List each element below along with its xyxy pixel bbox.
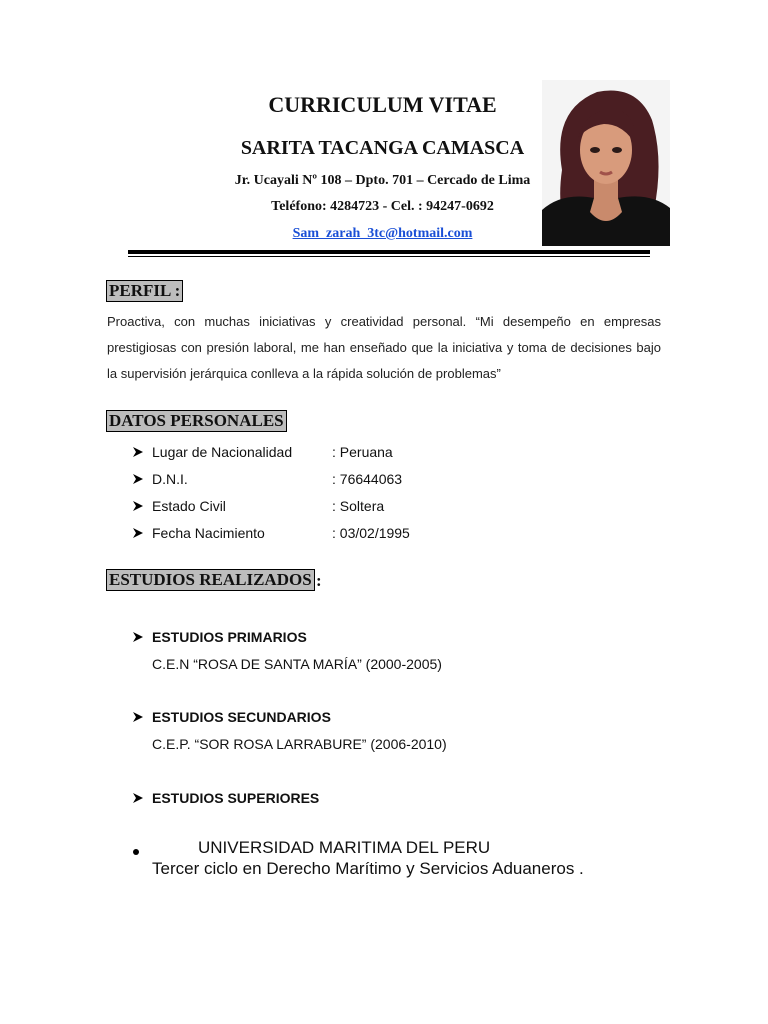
personal-value: : 03/02/1995: [332, 525, 410, 541]
university-name: UNIVERSIDAD MARITIMA DEL PERU: [198, 838, 491, 857]
personal-heading: DATOS PERSONALES: [106, 410, 287, 432]
primary-studies-detail: C.E.N “ROSA DE SANTA MARÍA” (2000-2005): [152, 656, 442, 672]
secondary-studies-detail: C.E.P. “SOR ROSA LARRABURE” (2006-2010): [152, 736, 447, 752]
arrow-bullet-icon: [132, 527, 144, 539]
arrow-bullet-icon: [132, 446, 144, 458]
arrow-bullet-icon: [132, 792, 144, 804]
address: Jr. Ucayali Nº 108 – Dpto. 701 – Cercado de Lima: [234, 173, 531, 188]
personal-label: Fecha Nacimiento: [152, 525, 265, 541]
arrow-bullet-icon: [132, 631, 144, 643]
personal-label: D.N.I.: [152, 471, 188, 487]
candidate-name: SARITA TACANGA CAMASCA: [240, 137, 525, 159]
personal-value: : 76644063: [332, 471, 403, 487]
header-divider-thin: [128, 256, 650, 257]
personal-label: Estado Civil: [152, 498, 226, 514]
profile-photo: [542, 80, 670, 246]
email-link[interactable]: Sam_zarah_3tc@hotmail.com: [292, 226, 473, 241]
document-title: CURRICULUM VITAE: [268, 92, 497, 117]
personal-value: : Peruana: [332, 444, 393, 460]
university-detail: Tercer ciclo en Derecho Marítimo y Servicios Aduaneros .: [152, 859, 584, 878]
superior-studies-label: ESTUDIOS SUPERIORES: [152, 790, 320, 806]
profile-heading: PERFIL :: [106, 280, 183, 302]
phone: Teléfono: 4284723 - Cel. : 94247-0692: [271, 199, 494, 214]
round-bullet-icon: [133, 849, 139, 855]
secondary-studies-label: ESTUDIOS SECUNDARIOS: [152, 709, 331, 725]
personal-value: : Soltera: [332, 498, 385, 514]
arrow-bullet-icon: [132, 711, 144, 723]
arrow-bullet-icon: [132, 500, 144, 512]
email-line: [200, 226, 565, 242]
profile-text: Proactiva, con muchas iniciativas y creatividad personal. “Mi desempeño en empresas prestigiosas con presión laboral, me han enseñado que la iniciativa y toma de decisiones bajo la supervisión jerárquica conlleva a la rápida solución de problemas”: [107, 314, 661, 381]
studies-heading: ESTUDIOS REALIZADOS: [106, 569, 315, 591]
arrow-bullet-icon: [132, 473, 144, 485]
primary-studies-label: ESTUDIOS PRIMARIOS: [152, 629, 307, 645]
header-divider-thick: [128, 250, 650, 254]
studies-heading-colon: :: [316, 571, 322, 590]
personal-label: Lugar de Nacionalidad: [152, 444, 293, 460]
